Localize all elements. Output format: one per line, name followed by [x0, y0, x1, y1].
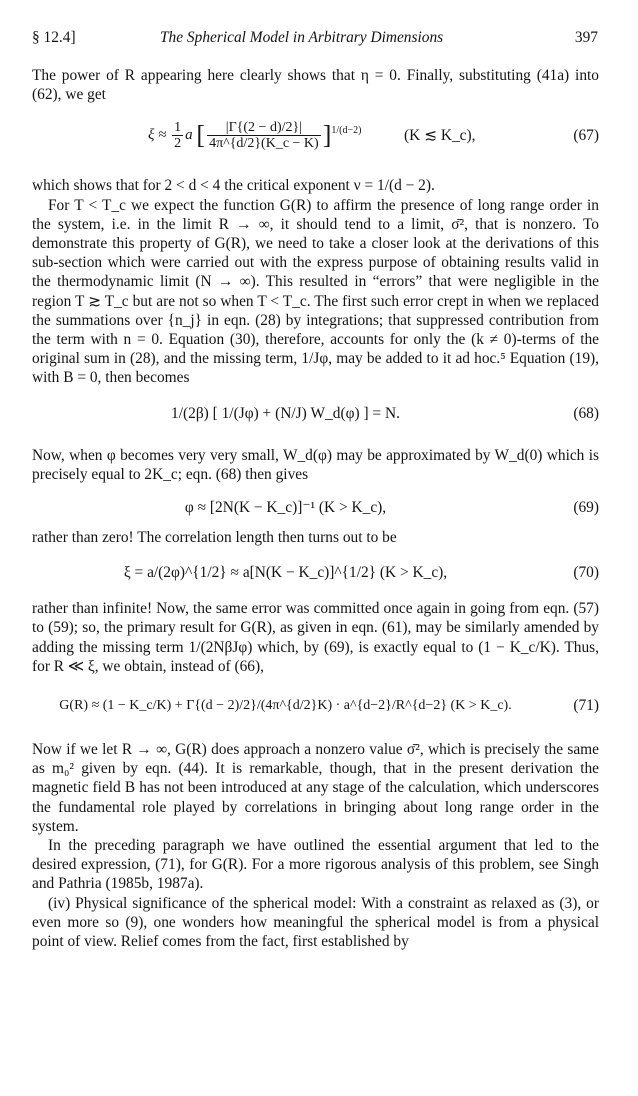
paragraph-8: In the preceding paragraph we have outlined the essential argument that led to the desired expression, (71), for G(R). For a more rigorous analysis of this problem, see Singh and Pathria (1985b, 1987a).	[32, 837, 599, 893]
equation-70-number: (70)	[573, 564, 599, 582]
equation-70	[32, 559, 599, 589]
paragraph-6: rather than infinite! Now, the same error was committed once again in going from eqn. (57) to (59); so, the primary result for G(R), as given in eqn. (61), may be similarly amended by adding the missing term 1/(2NβJφ) which, by (69), is exactly equal to (1 − K_c/K). Thus, for R ≪ ξ, we obtain, instead of (66),	[32, 600, 599, 675]
equation-68	[32, 394, 599, 434]
paragraph-3: For T < T_c we expect the function G(R) to affirm the presence of long range order in the system, i.e. in the limit R → ∞, it should tend to a limit, σ̄², that is nonzero. To demonstrate this property of G(R), we need to take a closer look at the derivations of this sub-section which were carried out with the express purpose of obtaining results valid in the thermodynamic limit (N → ∞). This resulted in “errors” that were negligible in the region T ≳ T_c but are not so when T < T_c. The first such error crept in when we replaced the summations over {n_j} in eqn. (28) by integrations; that suppressed contribution from the term with n = 0. Equation (30), therefore, accounts for only the (k ≠ 0)-terms of the original sum in (28), and the missing term, 1/Jφ, may be added to it ad hoc.⁵ Equation (19), with B = 0, then becomes	[32, 196, 599, 387]
paragraph-4: Now, when φ becomes very very small, W_d(φ) may be approximated by W_d(0) which is precisely equal to 2K_c; eqn. (68) then gives	[32, 446, 599, 483]
equation-67	[32, 108, 599, 166]
equation-69-expr: φ ≈ [2N(K − K_c)]⁻¹ (K > K_c),	[184, 499, 387, 517]
equation-70-expr: ξ = a/(2φ)^{1/2} ≈ a[N(K − K_c)]^{1/2} (K > K_c),	[123, 564, 448, 582]
equation-71-expr: G(R) ≈ (1 − K_c/K) + Γ{(d − 2)/2}/(4π^{d/2}K) · a^{d−2}/R^{d−2} (K > K_c).	[59, 698, 512, 714]
equation-71-number: (71)	[573, 697, 599, 715]
running-title: The Spherical Model in Arbitrary Dimensions	[160, 29, 444, 46]
paragraph-2: which shows that for 2 < d < 4 the critical exponent ν = 1/(d − 2).	[32, 177, 435, 195]
equation-71	[32, 684, 599, 728]
paragraph-5: rather than zero! The correlation length then turns out to be	[32, 529, 397, 547]
page-body	[32, 66, 599, 951]
equation-67-number: (67)	[573, 127, 599, 145]
running-header	[32, 28, 598, 48]
paragraph-9: (iv) Physical significance of the spherical model: With a constraint as relaxed as (3), or even more so (9), one wonders how meaningful the spherical model is from a physical point of view. Relief comes from the fact, first established by	[32, 894, 599, 951]
section-number: § 12.4]	[32, 29, 76, 46]
paragraph-7: Now if we let R → ∞, G(R) does approach a nonzero value σ̄², which is precisely the same as m₀² given by eqn. (44). It is remarkable, though, that in the present derivation the magnetic field B has not been introduced at any stage of the calculation, which underscores the fundamental role played by correlations in bringing about long range order in the system.	[32, 741, 599, 835]
equation-69	[32, 494, 599, 524]
equation-69-number: (69)	[573, 499, 599, 517]
equation-67-condition: (K ≲ K_c),	[404, 127, 476, 145]
equation-68-number: (68)	[573, 404, 599, 422]
equation-68-expr: 1/(2β) [ 1/(Jφ) + (N/J) W_d(φ) ] = N.	[171, 404, 400, 422]
equation-67-expr: ξ ≈ $\frac{1}{2}$ a [ $\frac{|\Gamma\{(2 - d)/2\}|}{4\pi\^{}\{d/2\}(K\_c - K)}$ ]$^{1/(d-2)}$	[148, 120, 362, 152]
paragraph-1: The power of R appearing here clearly shows that η = 0. Finally, substituting (41a) into (62), we get	[32, 67, 599, 104]
page-number: 397	[574, 29, 598, 46]
